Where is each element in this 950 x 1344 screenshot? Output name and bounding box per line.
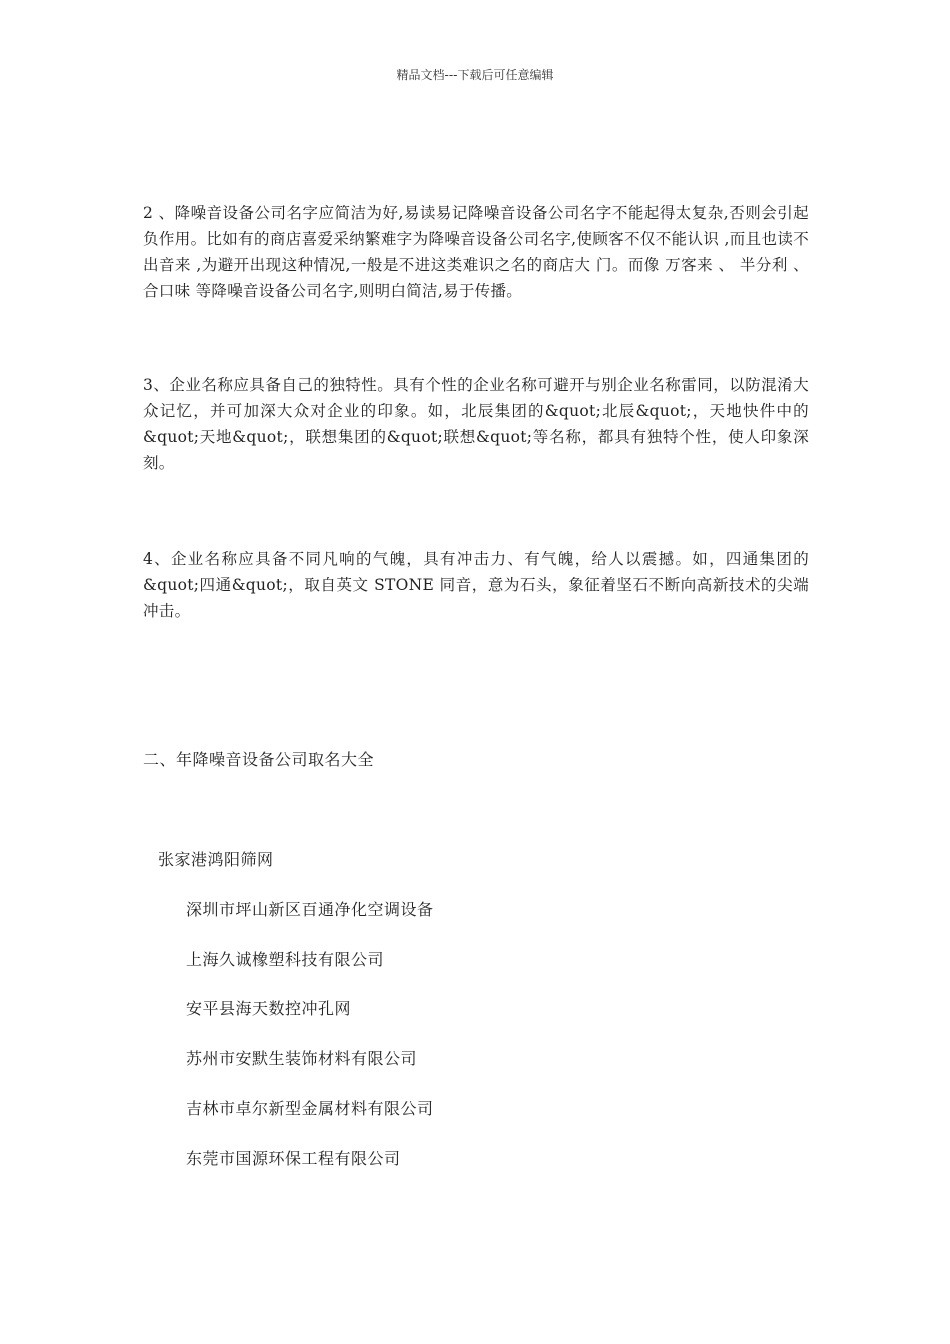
list-item-company: 苏州市安默生装饰材料有限公司: [186, 1049, 418, 1068]
page-header: 精品文档---下载后可任意编辑: [396, 68, 554, 82]
paragraph-naming-impact: 4、企业名称应具备不同凡响的气魄，具有冲击力、有气魄，给人以震撼。如，四通集团的&quot;四通&quot;，取自英文 STONE 同音，意为石头，象征着坚石不断向高新技术的尖端冲击。: [143, 550, 809, 620]
paragraph-naming-simplicity: 2 、降噪音设备公司名字应简洁为好,易读易记降噪音设备公司名字不能起得太复杂,否则会引起负作用。比如有的商店喜爱采纳繁难字为降噪音设备公司名字,使顾客不仅不能认识 ,而且也读不出音来 ,为避开出现这种情况,一般是不进这类难识之名的商店大 门。而像 万客来 、 半分利 、 合口味 等降噪音设备公司名字,则明白简洁,易于传播。: [143, 204, 809, 300]
section-title: 二、年降噪音设备公司取名大全: [143, 750, 375, 769]
list-item-company: 上海久诚橡塑科技有限公司: [186, 950, 385, 969]
list-item-company: 吉林市卓尔新型金属材料有限公司: [186, 1099, 434, 1118]
list-item-company: 张家港鸿阳筛网: [158, 850, 274, 869]
list-item-company: 东莞市国源环保工程有限公司: [186, 1149, 401, 1168]
paragraph-naming-uniqueness: 3、企业名称应具备自己的独特性。具有个性的企业名称可避开与别企业名称雷同，以防混淆大众记忆，并可加深大众对企业的印象。如，北辰集团的&quot;北辰&quot;，天地快件中的&quot;天地&quot;，联想集团的&quot;联想&quot;等名称，都具有独特个性，使人印象深刻。: [143, 376, 809, 472]
list-item-company: 安平县海天数控冲孔网: [186, 999, 352, 1018]
list-item-company: 深圳市坪山新区百通净化空调设备: [186, 900, 434, 919]
